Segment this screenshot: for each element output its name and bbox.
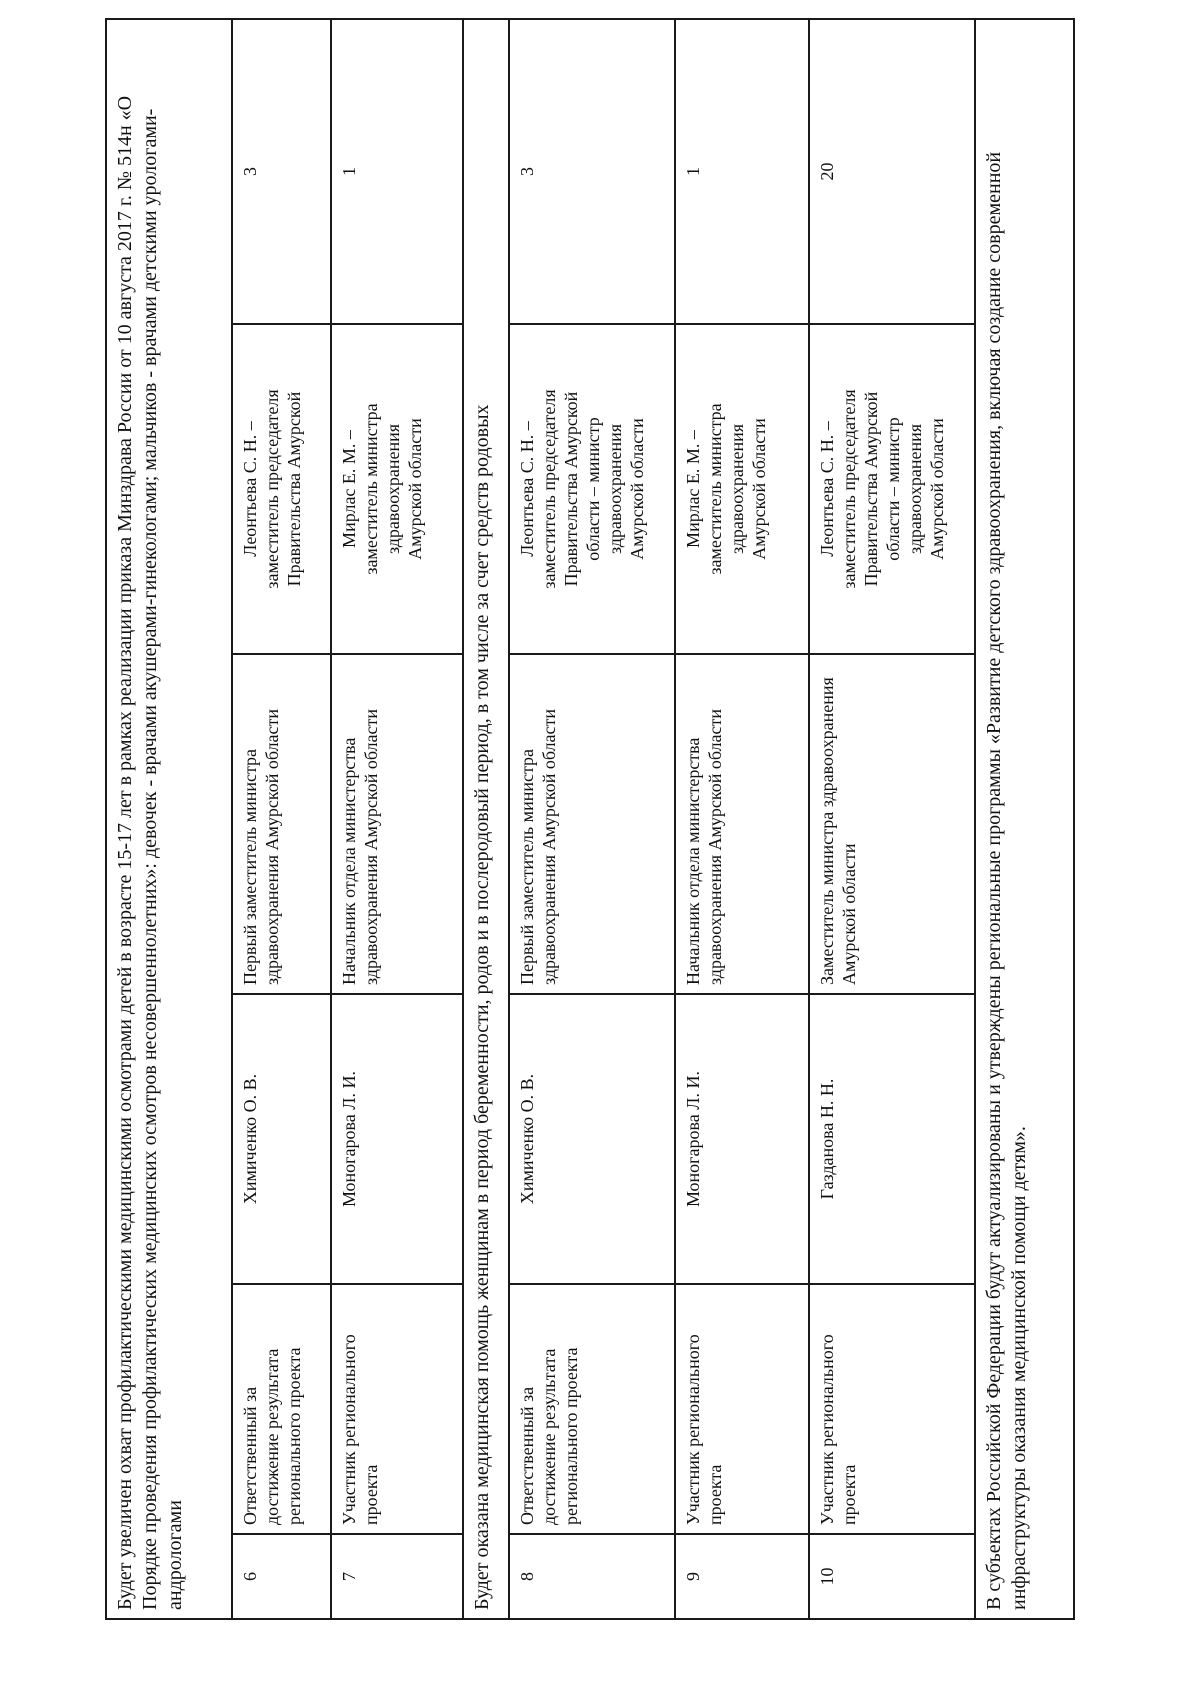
table-row [675,19,810,1619]
position-cell: Начальник отдела министерства здравоохранения Амурской области [331,654,463,994]
curator-cell: Мирлас Е. М. – заместитель министра здравоохранения Амурской области [675,324,810,654]
position-cell: Начальник отдела министерства здравоохранения Амурской области [675,654,810,994]
row-number: 6 [232,1534,331,1619]
curator-cell: Леонтьева С. Н. – заместитель председателя Правительства Амурской области – министр здравоохранения Амурской области [809,324,974,654]
row-number: 10 [809,1534,974,1619]
position-cell: Первый заместитель министра здравоохранения Амурской области [509,654,674,994]
value-cell: 20 [809,19,974,324]
value-cell: 3 [509,19,674,324]
person-cell: Химиченко О. В. [232,994,331,1284]
curator-cell: Леонтьева С. Н. – заместитель председателя Правительства Амурской области – министр здравоохранения Амурской области [509,324,674,654]
footer-row [975,19,1074,1619]
curator-cell: Леонтьева С. Н. – заместитель председателя Правительства Амурской [232,324,331,654]
person-cell: Моногарова Л. И. [675,994,810,1284]
role-cell: Участник регионального проекта [675,1284,810,1534]
section-title: Будет увеличен охват профилактическими медицинскими осмотрами детей в возрасте 15-17 лет в рамках реализации приказа Минздрава России от 10 августа 2017 г. № 514н «О Порядке проведения профилактических медицинских осмотров несовершеннолетних»: девочек - врачами акушерами-гинекологами; мальчиков - врачами детскими урологами-андрологами [106,19,232,1619]
role-cell: Участник регионального проекта [331,1284,463,1534]
person-cell: Химиченко О. В. [509,994,674,1284]
role-cell: Ответственный за достижение результата регионального проекта [509,1284,674,1534]
section-title: Будет оказана медицинская помощь женщинам в период беременности, родов и в послеродовый период, в том числе за счет средств родовых [463,19,509,1619]
curator-cell: Мирлас Е. М. – заместитель министра здравоохранения Амурской области [331,324,463,654]
row-number: 8 [509,1534,674,1619]
position-cell: Первый заместитель министра здравоохранения Амурской области [232,654,331,994]
rotated-page [105,20,1075,1620]
project-participants-table [105,18,1075,1620]
role-cell: Ответственный за достижение результата регионального проекта [232,1284,331,1534]
table-row [809,19,974,1619]
person-cell: Газданова Н. Н. [809,994,974,1284]
table-row [509,19,674,1619]
section-header-row [463,19,509,1619]
row-number: 9 [675,1534,810,1619]
section-header-row [106,19,232,1619]
table-row [331,19,463,1619]
position-cell: Заместитель министра здравоохранения Амурской области [809,654,974,994]
role-cell: Участник регионального проекта [809,1284,974,1534]
person-cell: Моногарова Л. И. [331,994,463,1284]
footer-text: В субъектах Российской Федерации будут актуализированы и утверждены региональные программы «Развитие детского здравоохранения, включая создание современной инфраструктуры оказания медицинской помощи детям». [975,19,1074,1619]
value-cell: 1 [675,19,810,324]
row-number: 7 [331,1534,463,1619]
value-cell: 3 [232,19,331,324]
table-row [232,19,331,1619]
value-cell: 1 [331,19,463,324]
